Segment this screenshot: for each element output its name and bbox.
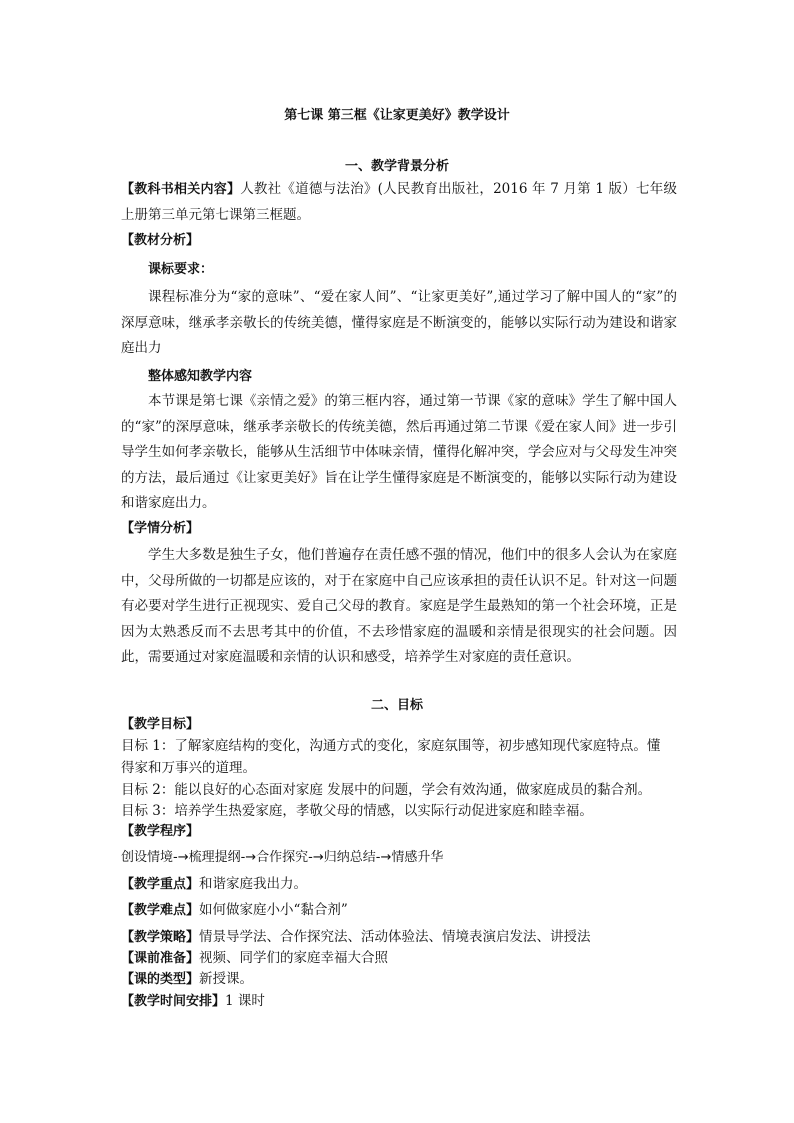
textbook-label: 【教科书相关内容】 [121,182,241,197]
standard-paragraph: 课程标准分为“家的意味”、“爱在家人间”、“让家更美好”,通过学习了解中国人的“家”的深厚意味，继承孝亲敬长的传统美德，懂得家庭是不断演变的，能够以实际行动为建设和谐家庭出力 [121,289,677,356]
type-line [121,968,681,991]
time-line [121,990,681,1013]
section-heading-background: 一、教学背景分析 [344,159,449,174]
keypoint-label: 【教学重点】 [121,877,200,892]
learner-paragraph: 学生大多数是独生子女，他们普遍存在责任感不强的情况，他们中的很多人会认为在家庭中，父母所做的一切都是应该的，对于在家庭中自己应该承担的责任认识不足。针对这一问题有必要对学生进行正视现实、爱自己父母的教育。家庭是学生最熟知的第一个社会环境，正是因为太熟悉反而不去思考其中的价值，不去珍惜家庭的温暖和亲情是很现实的社会问题。因此，需要通过对家庭温暖和亲情的认识和感受，培养学生对家庭的责任意识。 [121,547,677,665]
learner-label: 【学情分析】 [121,521,200,536]
goal-1-line-1: 目标 1：了解家庭结构的变化，沟通方式的变化，家庭氛围等，初步感知现代家庭特点。懂 [121,738,661,754]
textbook-text: 人教社《道德与法治》(人民教育出版社，2016 年 7 月第 1 版）七年级上册第三单元第七课第三框题。 [121,181,677,223]
procedure-text: 创设情境-→梳理提纲-→合作探究-→归纳总结-→情感升华 [121,850,444,865]
difficulty-text: 如何做家庭小小“黏合剂” [199,902,348,918]
section-heading-goals: 二、目标 [370,698,423,713]
overall-label: 整体感知教学内容 [148,369,253,384]
goal-3: 目标 3：培养学生热爱家庭，孝敬父母的情感，以实际行动促进家庭和睦幸福。 [121,803,593,819]
goal-1-line-2: 得家和万事兴的道理。 [121,760,256,776]
type-label: 【课的类型】 [121,972,200,987]
time-label: 【教学时间安排】 [121,994,226,1009]
keypoint-line [121,873,681,896]
goals-label: 【教学目标】 [121,717,200,732]
overall-paragraph: 本节课是第七课《亲情之爱》的第三框内容，通过第一节课《家的意味》学生了解中国人的“家”的深厚意味，继承孝亲敬长的传统美德，然后再通过第二节课《爱在家人间》进一步引导学生如何孝亲敬长，能够从生活细节中体味亲情，懂得化解冲突，学会应对与父母发生冲突的方法，最后通过《让家更美好》旨在让学生懂得家庭是不断演变的，能够以实际行动为建设和谐家庭出力。 [121,393,677,511]
strategy-line [121,926,681,949]
textbook-paragraph [121,177,677,228]
difficulty-label: 【教学难点】 [121,903,200,918]
procedure-label: 【教学程序】 [121,824,200,839]
prep-label: 【课前准备】 [121,951,200,966]
time-text: 1 课时 [225,993,265,1009]
goal-2: 目标 2：能以良好的心态面对家庭 发展中的问题，学会有效沟通，做家庭成员的黏合剂。 [121,782,652,798]
prep-text: 视频、同学们的家庭幸福大合照 [199,950,389,966]
difficulty-line [121,899,681,922]
analysis-label: 【教材分析】 [121,233,200,248]
standard-label: 课标要求： [148,262,214,277]
keypoint-text: 和谐家庭我出力。 [199,876,308,892]
strategy-text: 情景导学法、合作探究法、活动体验法、情境表演启发法、讲授法 [199,929,591,945]
type-text: 新授课。 [199,971,254,987]
prep-line [121,947,681,970]
page-title: 第七课 第三框《让家更美好》教学设计 [284,108,510,123]
strategy-label: 【教学策略】 [121,930,200,945]
